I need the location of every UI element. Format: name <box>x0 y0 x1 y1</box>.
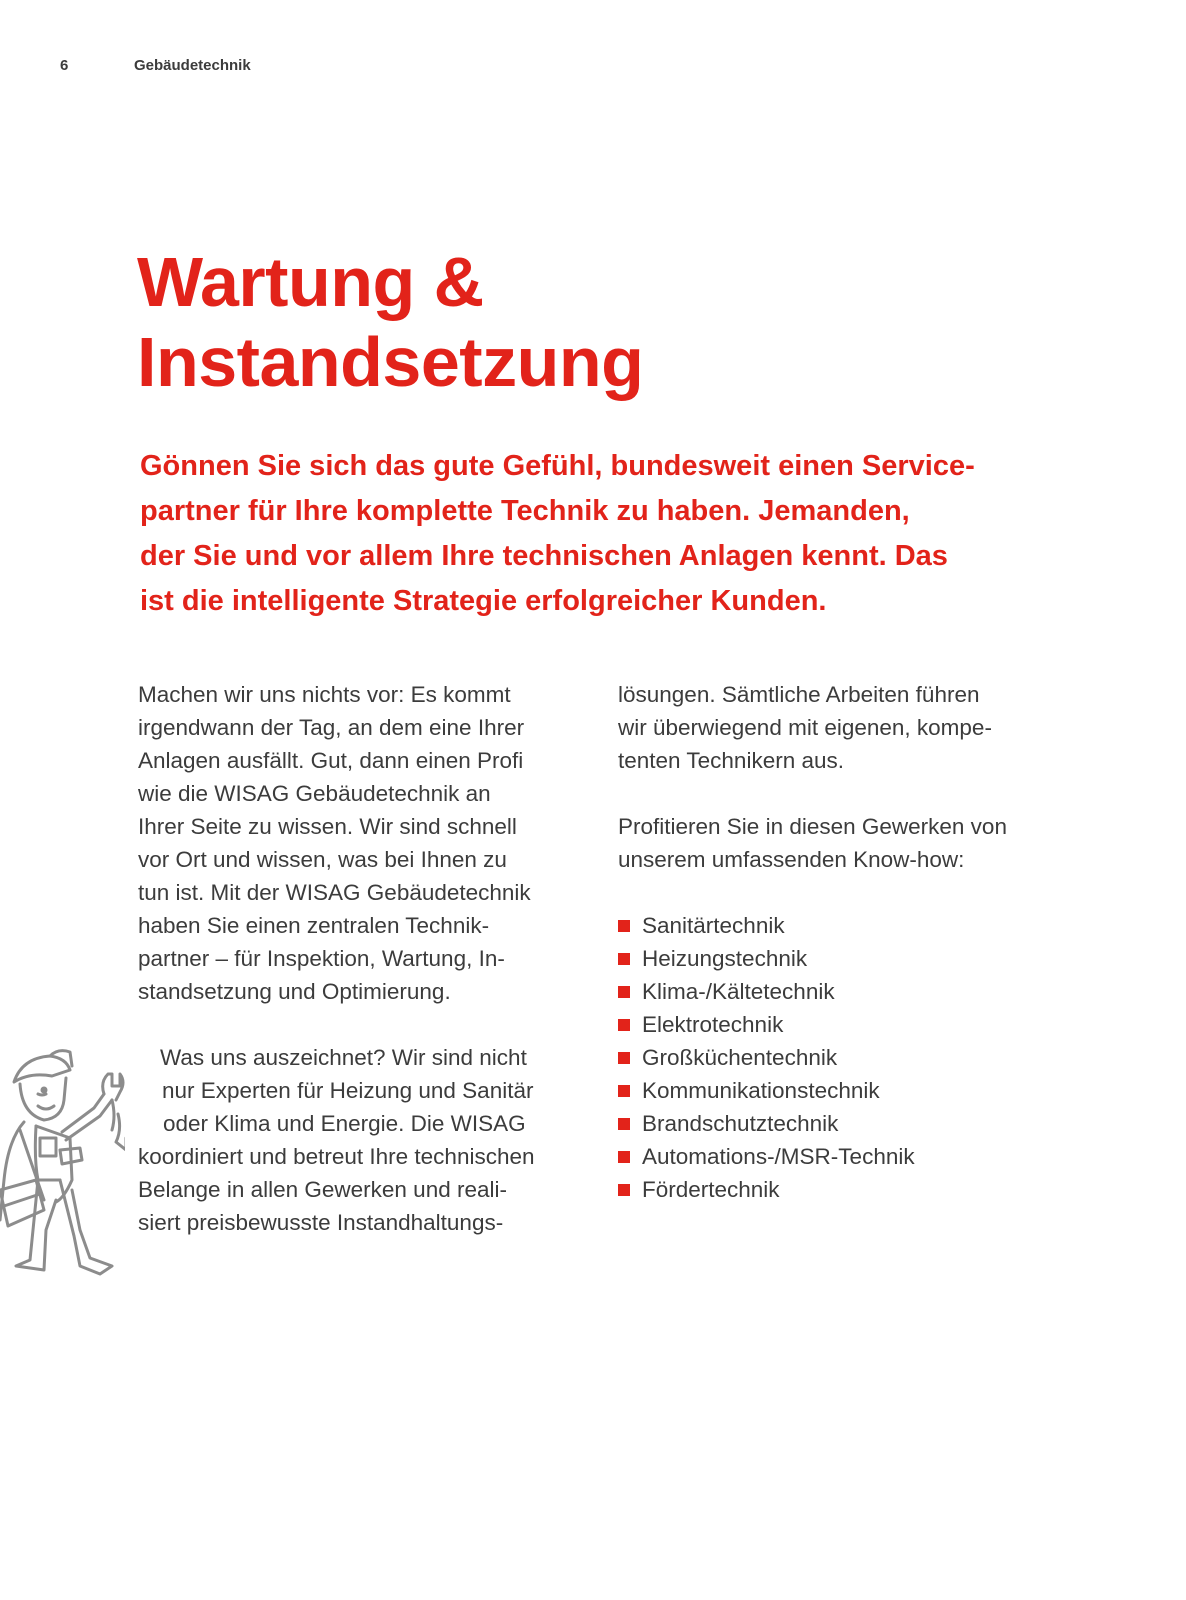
red-square-bullet-icon <box>618 1118 630 1130</box>
paragraph-spacer <box>618 777 1007 810</box>
text-line: Was uns auszeichnet? Wir sind nicht <box>160 1045 527 1070</box>
red-square-bullet-icon <box>618 920 630 932</box>
list-item-label: Heizungstechnik <box>642 946 808 971</box>
list-item <box>618 1008 1007 1041</box>
red-square-bullet-icon <box>618 953 630 965</box>
paragraph-spacer <box>618 876 1007 909</box>
title-line-2: Instandsetzung <box>137 323 644 401</box>
list-item <box>618 909 1007 942</box>
left-column <box>138 678 535 1239</box>
title-line-1: Wartung & <box>137 243 484 321</box>
list-item-label: Elektrotechnik <box>642 1012 784 1037</box>
red-square-bullet-icon <box>618 1019 630 1031</box>
lead-line: ist die intelligente Strategie erfolgreicher Kunden. <box>140 585 827 617</box>
list-item <box>618 1173 1007 1206</box>
text-line: siert preisbewusste Instandhaltungs- <box>138 1210 504 1235</box>
text-line: Ihrer Seite zu wissen. Wir sind schnell <box>138 814 517 839</box>
text-line: lösungen. Sämtliche Arbeiten führen <box>618 682 980 707</box>
red-square-bullet-icon <box>618 986 630 998</box>
list-item-label: Sanitärtechnik <box>642 913 785 938</box>
list-item <box>618 942 1007 975</box>
page-title <box>137 242 643 402</box>
text-line: Anlagen ausfällt. Gut, dann einen Profi <box>138 748 524 773</box>
text-line: unserem umfassenden Know-how: <box>618 847 965 872</box>
red-square-bullet-icon <box>618 1085 630 1097</box>
section-title: Gebäudetechnik <box>134 57 251 74</box>
lead-line: partner für Ihre komplette Technik zu haben. Jemanden, <box>140 495 910 527</box>
text-line: partner – für Inspektion, Wartung, In- <box>138 946 505 971</box>
text-line: haben Sie einen zentralen Technik- <box>138 913 490 938</box>
worker-with-wrench-icon <box>0 1030 125 1280</box>
text-line: koordiniert und betreut Ihre technischen <box>138 1144 535 1169</box>
right-paragraph-2 <box>618 810 1007 876</box>
red-square-bullet-icon <box>618 1151 630 1163</box>
page-number: 6 <box>60 57 69 74</box>
list-item-label: Kommunikationstechnik <box>642 1078 880 1103</box>
lead-line: Gönnen Sie sich das gute Gefühl, bundesweit einen Service- <box>140 450 975 482</box>
text-line: wie die WISAG Gebäudetechnik an <box>138 781 491 806</box>
text-line: irgendwann der Tag, an dem eine Ihrer <box>138 715 525 740</box>
list-item <box>618 1107 1007 1140</box>
text-line: wir überwiegend mit eigenen, kompe- <box>618 715 992 740</box>
red-square-bullet-icon <box>618 1184 630 1196</box>
text-line: standsetzung und Optimierung. <box>138 979 451 1004</box>
text-line: Machen wir uns nichts vor: Es kommt <box>138 682 511 707</box>
list-item <box>618 1041 1007 1074</box>
paragraph-spacer <box>138 1008 535 1041</box>
text-line: oder Klima und Energie. Die WISAG <box>163 1111 526 1136</box>
text-line: tun ist. Mit der WISAG Gebäudetechnik <box>138 880 531 905</box>
list-item <box>618 1074 1007 1107</box>
lead-line: der Sie und vor allem Ihre technischen Anlagen kennt. Das <box>140 540 948 572</box>
left-paragraph-2 <box>138 1041 535 1239</box>
list-item-label: Automations-/MSR-Technik <box>642 1144 915 1169</box>
list-item <box>618 1140 1007 1173</box>
left-paragraph-1 <box>138 678 535 1008</box>
list-item-label: Großküchentechnik <box>642 1045 838 1070</box>
text-line: Belange in allen Gewerken und reali- <box>138 1177 507 1202</box>
text-line: tenten Technikern aus. <box>618 748 844 773</box>
list-item-label: Fördertechnik <box>642 1177 780 1202</box>
text-line: Profitieren Sie in diesen Gewerken von <box>618 814 1007 839</box>
list-item-label: Klima-/Kältetechnik <box>642 979 835 1004</box>
text-line: nur Experten für Heizung und Sanitär <box>162 1078 534 1103</box>
list-item <box>618 975 1007 1008</box>
right-column <box>618 678 1007 1206</box>
trades-list <box>618 909 1007 1206</box>
right-paragraph-1 <box>618 678 1007 777</box>
list-item-label: Brandschutztechnik <box>642 1111 839 1136</box>
text-line: vor Ort und wissen, was bei Ihnen zu <box>138 847 507 872</box>
red-square-bullet-icon <box>618 1052 630 1064</box>
lead-paragraph <box>140 444 1080 624</box>
